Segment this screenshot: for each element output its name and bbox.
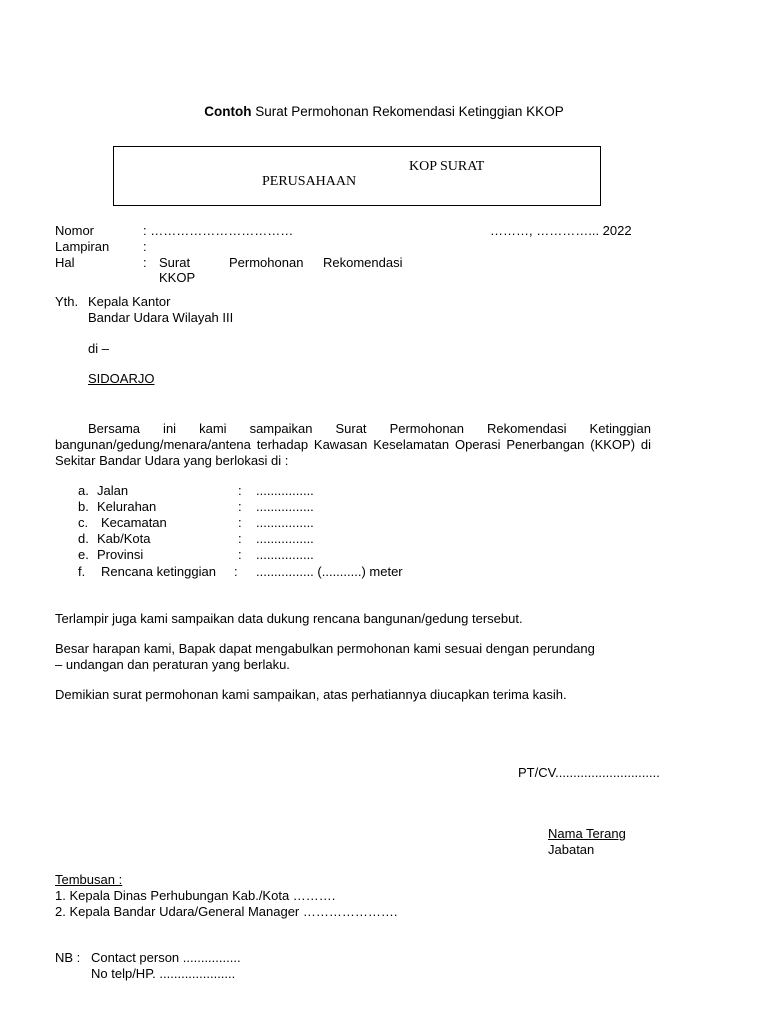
item-label: Kelurahan bbox=[97, 499, 157, 514]
tembusan-title: Tembusan : bbox=[55, 872, 123, 887]
body-paragraph-3-line1: Besar harapan kami, Bapak dapat mengabulkan permohonan kami sesuai dengan perundang bbox=[55, 641, 595, 656]
item-value: ................ (...........) meter bbox=[256, 564, 403, 579]
nb-contact-person: Contact person ................ bbox=[91, 950, 241, 965]
kop-line1: KOP SURAT bbox=[409, 159, 485, 174]
item-value: ................ bbox=[256, 515, 314, 530]
hal-line2: KKOP bbox=[159, 270, 196, 285]
item-letter: f. bbox=[78, 564, 86, 579]
item-value: ................ bbox=[256, 531, 314, 546]
item-label: Jalan bbox=[97, 483, 129, 498]
item-letter: b. bbox=[78, 499, 89, 514]
nb-label: NB : bbox=[55, 950, 81, 965]
signature-position: Jabatan bbox=[548, 842, 595, 857]
tembusan-item: 2. Kepala Bandar Udara/General Manager …………………. bbox=[55, 904, 398, 919]
item-value: ................ bbox=[256, 483, 314, 498]
document-title bbox=[0, 104, 768, 120]
item-letter: e. bbox=[78, 547, 89, 562]
item-colon: : bbox=[238, 547, 242, 562]
item-colon: : bbox=[238, 499, 242, 514]
hal-word2: Permohonan bbox=[229, 255, 304, 270]
lampiran-label: Lampiran bbox=[55, 239, 110, 254]
tembusan-item: 1. Kepala Dinas Perhubungan Kab./Kota ………. bbox=[55, 888, 336, 903]
item-colon: : bbox=[238, 483, 242, 498]
item-value: ................ bbox=[256, 547, 314, 562]
hal-word1: Surat bbox=[159, 255, 191, 270]
title-rest: Surat Permohonan Rekomendasi Ketinggian KKOP bbox=[251, 104, 564, 119]
letterhead-box bbox=[113, 146, 601, 206]
addressee-line2: Bandar Udara Wilayah III bbox=[88, 310, 234, 325]
item-colon: : bbox=[234, 564, 238, 579]
body-paragraph-3-line2: – undangan dan peraturan yang berlaku. bbox=[55, 657, 290, 672]
item-label: Rencana ketinggian bbox=[101, 564, 216, 579]
item-letter: d. bbox=[78, 531, 89, 546]
item-letter: c. bbox=[78, 515, 89, 530]
addressee-di: di – bbox=[88, 341, 109, 356]
signature-name: Nama Terang bbox=[548, 826, 626, 841]
yth-label: Yth. bbox=[55, 294, 79, 309]
nb-phone: No telp/HP. ..................... bbox=[91, 966, 236, 981]
body-paragraph-1-text: Bersama ini kami sampaikan Surat Permohonan Rekomendasi Ketinggian bangunan/gedung/menara/antena terhadap Kawasan Keselamatan Operasi Penerbangan (KKOP) di Sekitar Bandar Udara yang berlokasi di : bbox=[55, 421, 651, 468]
item-colon: : bbox=[238, 515, 242, 530]
hal-word3: Rekomendasi bbox=[323, 255, 403, 270]
signature-company: PT/CV............................. bbox=[518, 765, 660, 780]
hal-colon: : bbox=[143, 255, 147, 270]
letter-date: ………, …………... 2022 bbox=[490, 223, 632, 238]
item-colon: : bbox=[238, 531, 242, 546]
item-label: Kab/Kota bbox=[97, 531, 151, 546]
title-bold: Contoh bbox=[204, 104, 252, 119]
item-label: Kecamatan bbox=[101, 515, 167, 530]
item-label: Provinsi bbox=[97, 547, 144, 562]
nomor-label: Nomor bbox=[55, 223, 95, 238]
body-paragraph-1 bbox=[55, 421, 651, 469]
lampiran-value: : bbox=[143, 239, 147, 254]
hal-label: Hal bbox=[55, 255, 75, 270]
body-paragraph-4: Demikian surat permohonan kami sampaikan, atas perhatiannya diucapkan terima kasih. bbox=[55, 687, 567, 702]
kop-line2: PERUSAHAAN bbox=[262, 174, 357, 189]
addressee-city: SIDOARJO bbox=[88, 371, 155, 386]
item-value: ................ bbox=[256, 499, 314, 514]
body-paragraph-2: Terlampir juga kami sampaikan data dukung rencana bangunan/gedung tersebut. bbox=[55, 611, 523, 626]
addressee-line1: Kepala Kantor bbox=[88, 294, 171, 309]
item-letter: a. bbox=[78, 483, 89, 498]
nomor-value: : …………………………… bbox=[143, 223, 294, 238]
